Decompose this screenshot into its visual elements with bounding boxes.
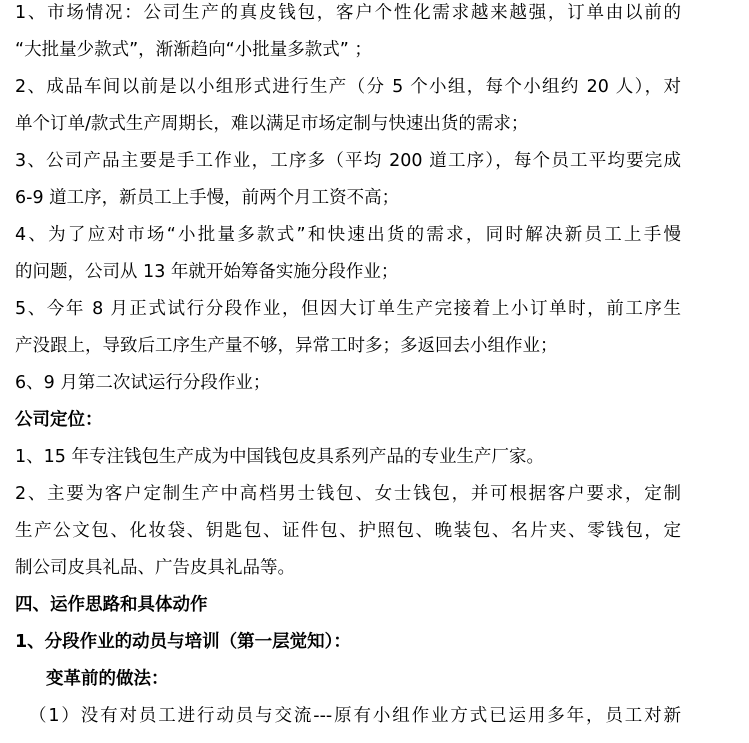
section-heading-positioning: 公司定位：	[15, 410, 103, 430]
subheading-before-change: 变革前的做法：	[46, 669, 169, 689]
before-change-item-1: （1）没有对员工进行动员与交流---原有小组作业方式已运用多年，员工对新	[29, 706, 681, 726]
paragraph-workshop-line-1: 2、成品车间以前是以小组形式进行生产（分 5 个小组，每个小组约 20 人），对	[15, 77, 681, 97]
paragraph-second-trial: 6、9 月第二次试运行分段作业；	[15, 373, 271, 393]
positioning-item-2-line-1: 2、主要为客户定制生产中高档男士钱包、女士钱包，并可根据客户要求，定制	[15, 484, 681, 504]
paragraph-process-line-2: 6-9 道工序，新员工上手慢，前两个月工资不高；	[15, 188, 400, 208]
paragraph-market-line-2: “大批量少款式”，渐渐趋向“小批量多款式” ；	[15, 40, 372, 60]
paragraph-response-line-1: 4、为了应对市场“小批量多款式”和快速出货的需求，同时解决新员工上手慢	[15, 225, 681, 245]
section-heading-operations: 四、运作思路和具体动作	[15, 595, 208, 615]
positioning-item-2-line-3: 制公司皮具礼品、广告皮具礼品等。	[15, 558, 295, 578]
paragraph-trial-line-1: 5、今年 8 月正式试行分段作业，但因大订单生产完接着上小订单时，前工序生	[15, 299, 681, 319]
paragraph-process-line-1: 3、公司产品主要是手工作业，工序多（平均 200 道工序），每个员工平均要完成	[15, 151, 681, 171]
positioning-item-1: 1、15 年专注钱包生产成为中国钱包皮具系列产品的专业生产厂家。	[15, 447, 544, 467]
paragraph-workshop-line-2: 单个订单/款式生产周期长，难以满足市场定制与快速出货的需求；	[15, 114, 529, 134]
subheading-training: 1、分段作业的动员与培训（第一层觉知）：	[15, 632, 351, 652]
paragraph-response-line-2: 的问题，公司从 13 年就开始筹备实施分段作业；	[15, 262, 399, 282]
positioning-item-2-line-2: 生产公文包、化妆袋、钥匙包、证件包、护照包、晚装包、名片夹、零钱包，定	[15, 521, 681, 541]
paragraph-market-line-1: 1、市场情况：公司生产的真皮钱包，客户个性化需求越来越强，订单由以前的	[15, 3, 681, 23]
paragraph-trial-line-2: 产没跟上，导致后工序生产量不够，异常工时多；多返回去小组作业；	[15, 336, 558, 356]
